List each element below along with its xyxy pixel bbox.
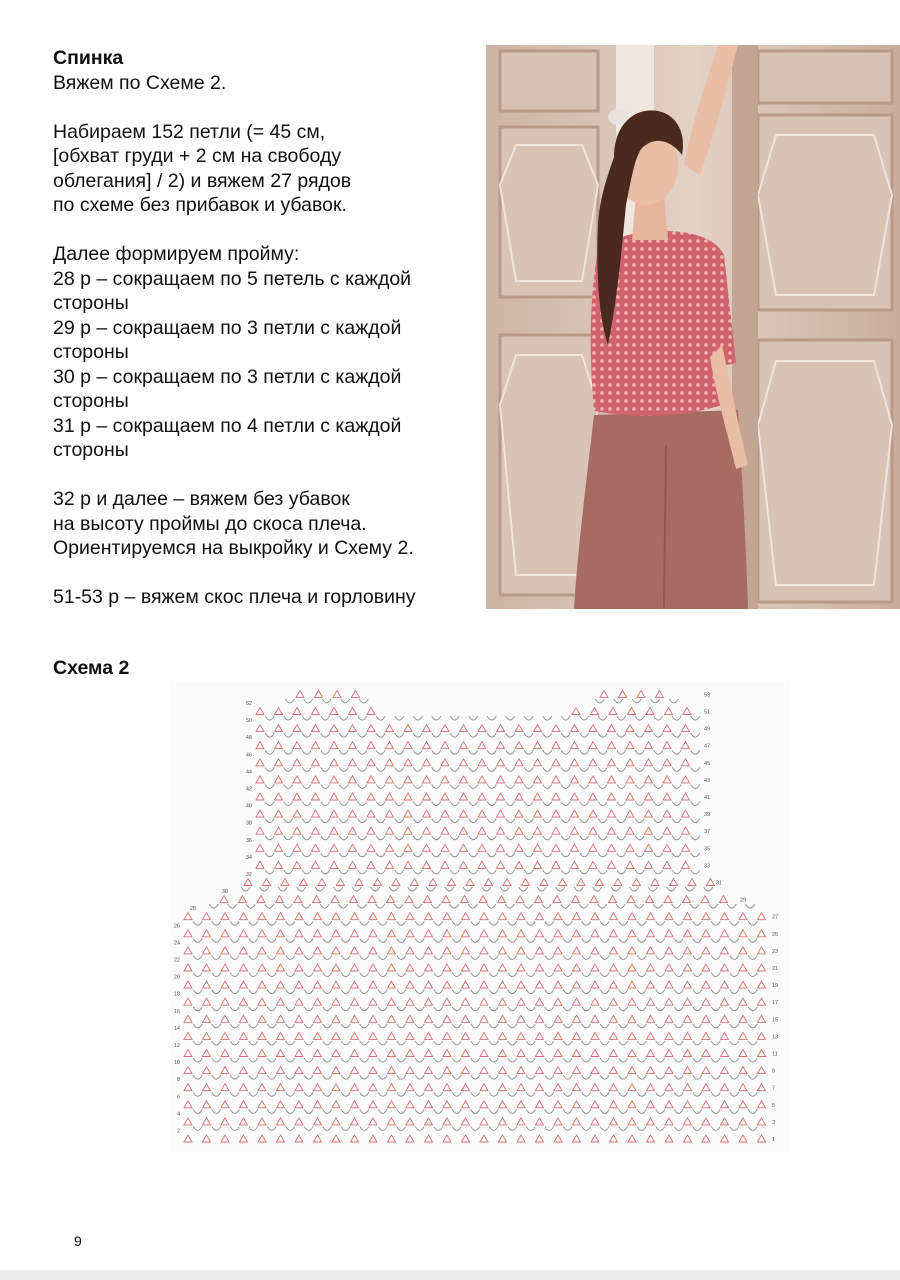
text-line: 31 р – сокращаем по 4 петли с каждой [53,414,402,437]
row-label-right: 9 [772,1068,776,1075]
row-label-left: 2 [176,1128,180,1135]
section-title: Спинка [53,47,124,69]
text-line: стороны [53,292,129,314]
row-label-left: 30 [221,889,228,896]
row-label-left: 44 [245,769,252,776]
text-line: стороны [53,341,129,363]
row-label-left: 40 [245,803,252,810]
row-label-left: 10 [173,1060,180,1067]
row-label-right: 31 [716,880,723,887]
row-label-right: 11 [772,1051,778,1058]
instructions-text [53,46,473,610]
text-line: облегания] / 2) и вяжем 27 рядов [53,169,352,192]
row-label-right: 41 [704,795,711,801]
row-label-left: 22 [173,957,180,964]
text-line: Ориентируемся на выкройку и Схему 2. [53,537,414,559]
row-label-right: 33 [704,863,711,870]
row-label-right: 53 [704,692,711,699]
row-label-right: 13 [772,1034,779,1041]
row-label-left: 6 [176,1094,180,1101]
text-line: по схеме без прибавок и убавок. [53,194,347,216]
row-label-left: 26 [173,923,180,930]
model-photo-illustration [486,45,900,609]
text-line: 29 р – сокращаем по 3 петли с каждой [53,316,402,339]
row-label-right: 29 [740,897,747,904]
text-line: [обхват груди + 2 см на свободу [53,145,342,167]
row-label-left: 28 [189,906,196,913]
row-label-left: 24 [173,940,180,947]
row-label-left: 18 [173,991,180,998]
row-label-right: 47 [704,743,711,750]
row-label-left: 8 [176,1077,180,1084]
text-line: на высоту проймы до скоса плеча. [53,512,367,535]
row-label-right: 3 [772,1119,776,1126]
row-label-left: 34 [245,854,252,861]
row-label-left: 4 [176,1111,180,1118]
row-label-right: 19 [772,983,779,990]
row-label-right: 37 [704,829,711,836]
text-line: стороны [53,439,129,461]
row-label-right: 51 [704,709,711,716]
row-label-right: 45 [704,760,711,767]
row-label-left: 36 [245,837,252,844]
row-label-right: 27 [772,914,779,921]
text-line: Далее формируем пройму: [53,243,300,265]
row-label-right: 43 [704,777,711,784]
row-label-left: 38 [245,820,252,827]
text-line: 51-53 р – вяжем скос плеча и горловину [53,586,416,608]
row-label-left: 48 [245,735,252,742]
text-line: стороны [53,390,129,412]
row-label-left: 50 [245,718,252,725]
page-number: 9 [74,1233,82,1249]
row-label-left: 16 [173,1008,180,1015]
row-label-left: 12 [173,1042,180,1049]
row-label-right: 15 [772,1017,779,1024]
row-label-left: 52 [245,700,252,707]
row-label-right: 35 [704,846,711,853]
row-label-left: 14 [173,1025,180,1032]
text-line: Вяжем по Схеме 2. [53,71,227,94]
row-label-right: 23 [772,948,779,955]
row-label-left: 46 [245,752,252,759]
row-label-left: 20 [173,974,180,981]
row-label-right: 49 [704,726,711,733]
footer-bar [0,1270,900,1280]
text-line: 32 р и далее – вяжем без убавок [53,488,350,510]
row-label-right: 1 [772,1137,776,1143]
text-line: Набираем 152 петли (= 45 см, [53,120,326,143]
row-label-right: 17 [772,1000,779,1007]
text-line: 30 р – сокращаем по 3 петли с каждой [53,365,402,388]
text-line: 28 р – сокращаем по 5 петель с каждой [53,267,412,290]
row-label-right: 25 [772,931,779,938]
row-label-right: 5 [772,1102,776,1109]
model-photo [486,45,900,609]
row-label-right: 39 [704,812,711,819]
row-label-right: 21 [772,966,779,972]
row-label-left: 42 [245,786,252,793]
crochet-schema-diagram [170,682,790,1152]
schema-title: Схема 2 [53,657,130,679]
row-label-right: 7 [772,1085,776,1092]
row-label-left: 32 [245,871,252,878]
